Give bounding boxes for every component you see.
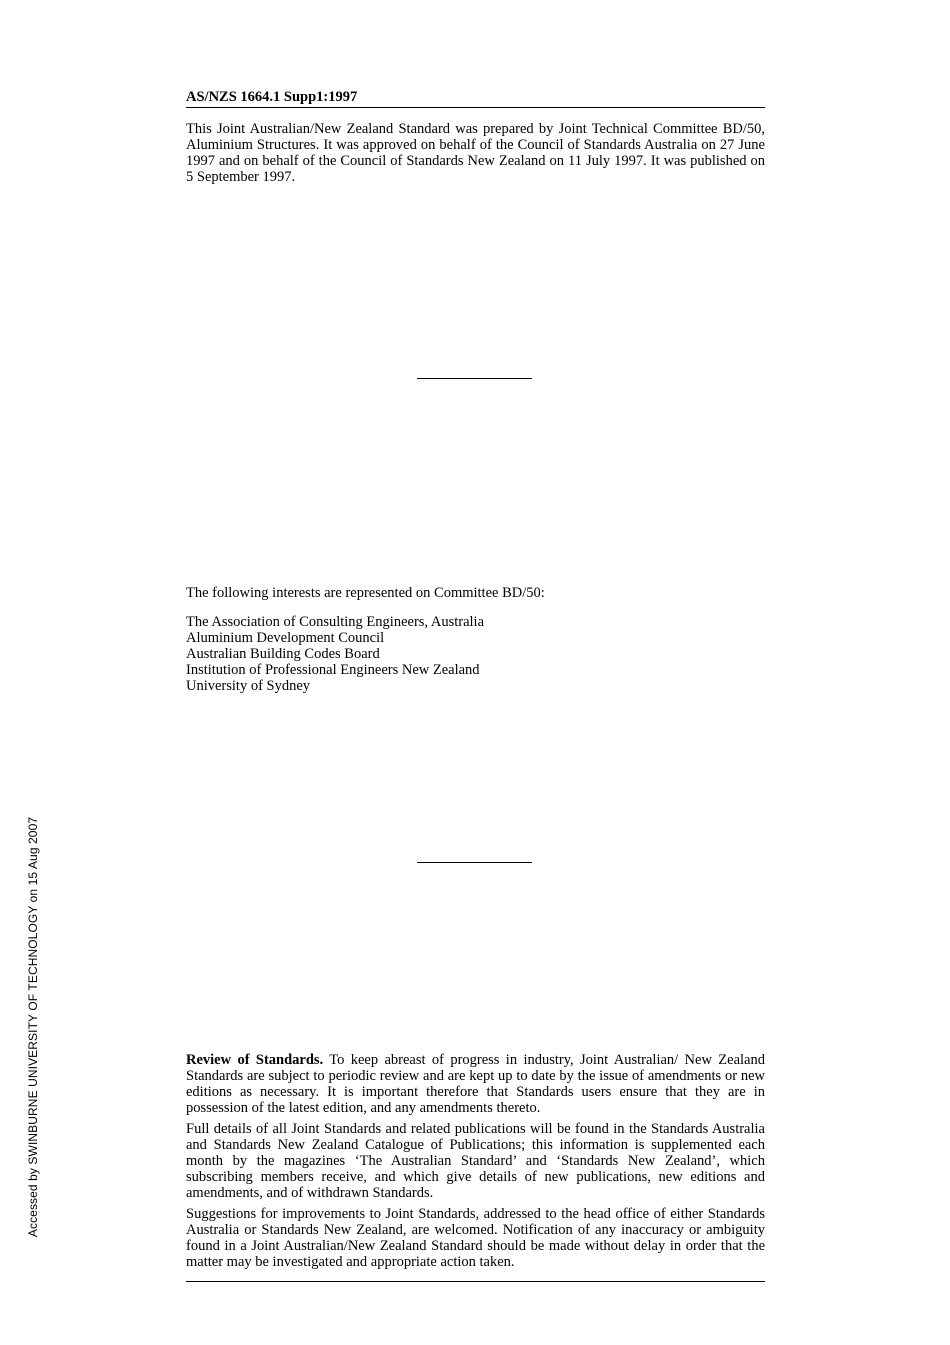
interest-item: Aluminium Development Council [186,630,385,646]
suggestions-paragraph: Suggestions for improvements to Joint Standards, addressed to the head office of either Standards Australia or Standards New Zealand, are welcomed. Notification of any inaccuracy or ambiguity found in a Joint Australian/New Zealand Standard should be made without delay in order that the matter may be investigated and appropriate action taken. [186,1206,765,1270]
interest-item: Institution of Professional Engineers New Zealand [186,662,480,678]
interest-item: University of Sydney [186,678,311,694]
standard-number-header: AS/NZS 1664.1 Supp1:1997 [186,89,765,108]
interests-heading: The following interests are represented on Committee BD/50: [186,585,545,601]
intro-paragraph: This Joint Australian/New Zealand Standard was prepared by Joint Technical Committee BD/50, Aluminium Structures. It was approved on behalf of the Council of Standards Australia on 27 June 1997 and on behalf of the Council of Standards New Zealand on 11 July 1997. It was published on 5 September 1997. [186,121,765,185]
interest-item: The Association of Consulting Engineers, Australia [186,614,485,630]
interest-item: Australian Building Codes Board [186,646,380,662]
separator-rule [417,862,532,863]
access-watermark: Accessed by SWINBURNE UNIVERSITY OF TECHNOLOGY on 15 Aug 2007 [26,816,40,1238]
separator-rule [417,378,532,379]
review-paragraph-text: To keep abreast of progress in industry, Joint Australian/ New Zealand Standards are subject to periodic review and are kept up to date by the issue of amendments or new editions as necessary. It is important therefore that Standards users ensure that they are in possession of the latest edition, and any amendments thereto. [186,1052,765,1116]
review-of-standards-section [186,1052,765,1275]
review-paragraph [186,1052,765,1116]
catalogue-paragraph: Full details of all Joint Standards and related publications will be found in the Standards Australia and Standards New Zealand Catalogue of Publications; this information is supplemented each month by the magazines ‘The Australian Standard’ and ‘Standards New Zealand’, which subscribing members receive, and which give details of new publications, new editions and amendments, and of withdrawn Standards. [186,1121,765,1201]
interests-list [186,614,484,694]
review-lead: Review of Standards. [186,1052,324,1068]
footer-rule [186,1281,765,1282]
